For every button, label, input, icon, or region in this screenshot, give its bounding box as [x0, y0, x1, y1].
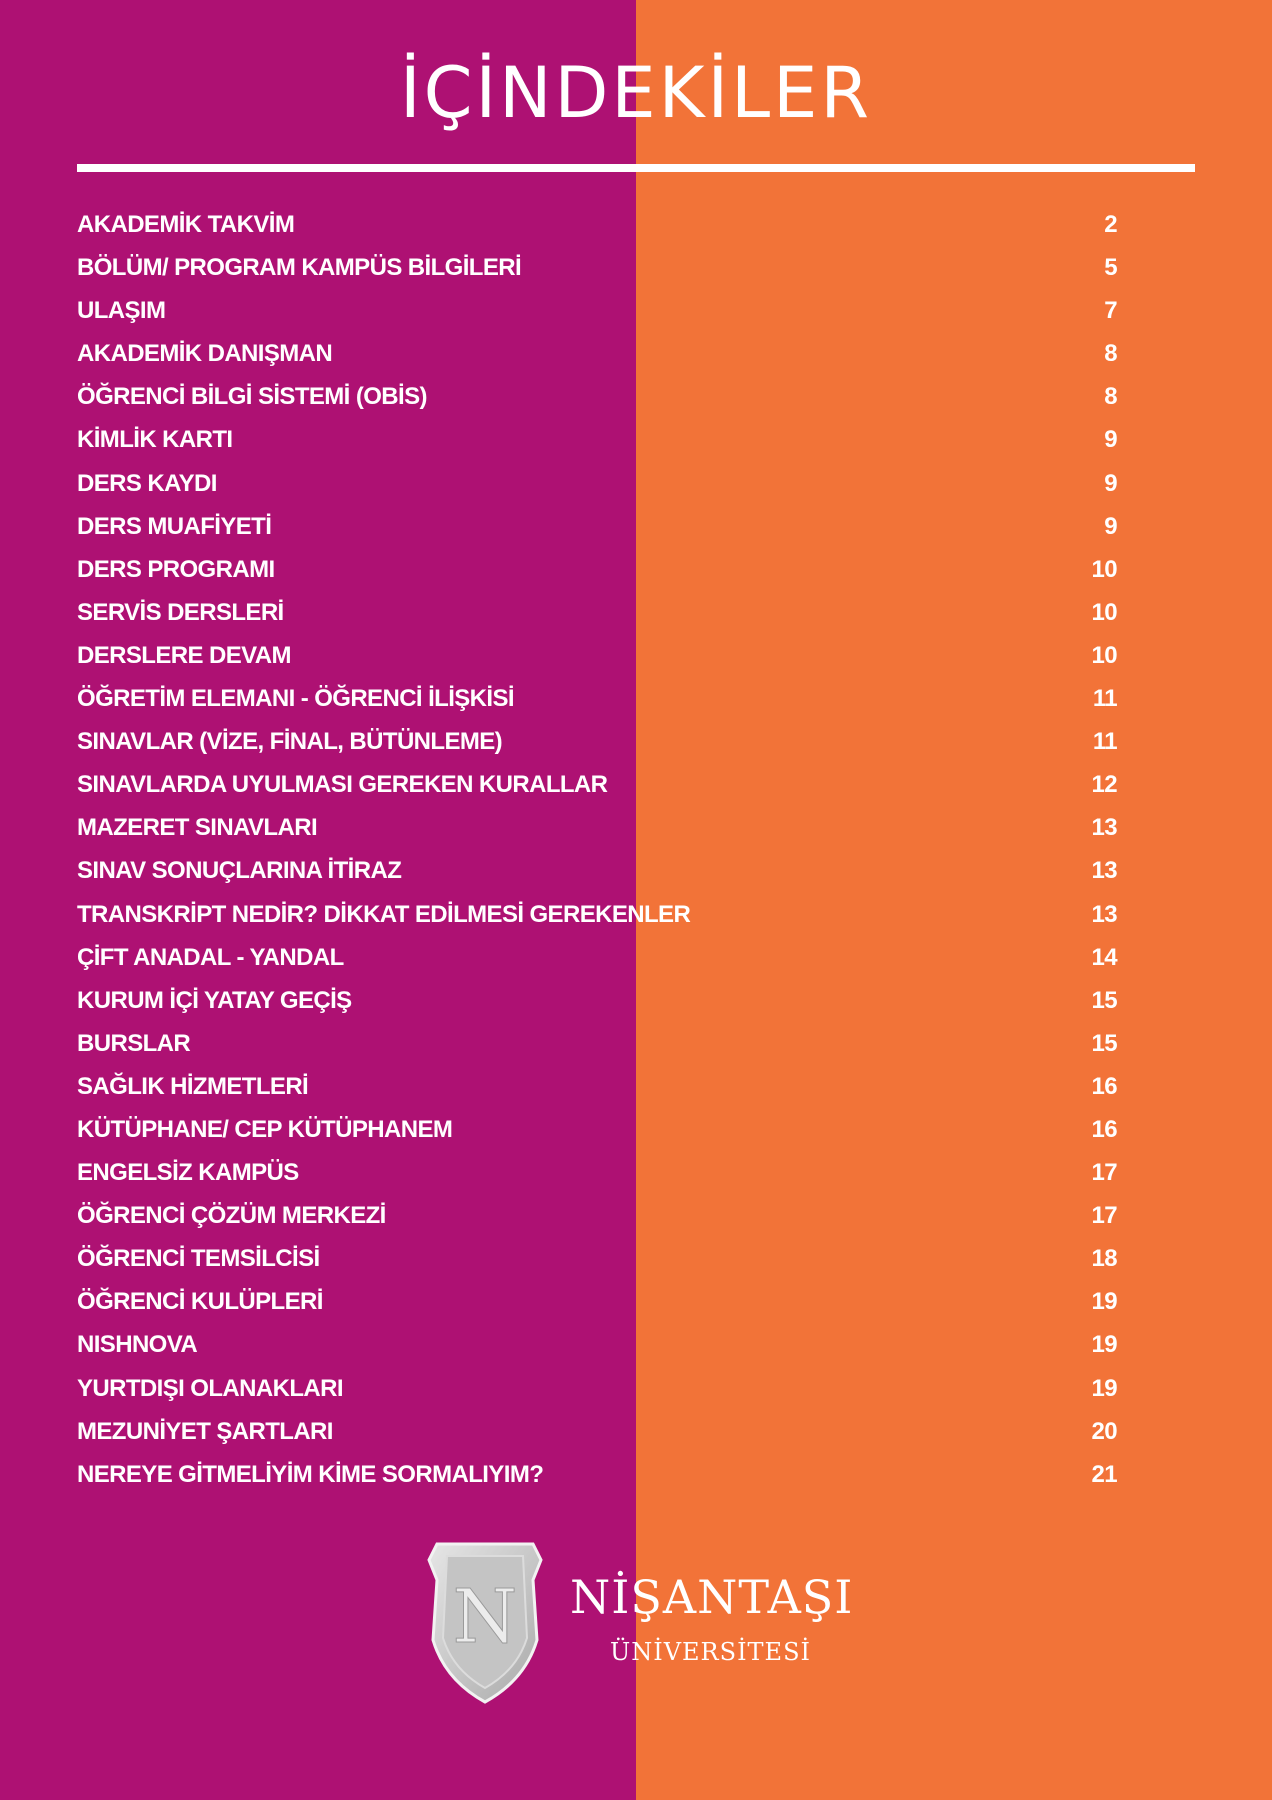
toc-entry-label: ÖĞRENCİ TEMSİLCİSİ	[77, 1245, 320, 1273]
toc-entry-page: 10	[1091, 598, 1117, 626]
toc-entry-page: 18	[1091, 1245, 1117, 1273]
toc-entry[interactable]	[77, 1116, 1117, 1159]
toc-entry[interactable]	[77, 211, 1117, 254]
toc-entry-label: DERS MUAFİYETİ	[77, 512, 272, 540]
toc-entry-label: ULAŞIM	[77, 297, 166, 325]
toc-entry[interactable]	[77, 771, 1117, 814]
toc-entry-page: 13	[1091, 814, 1117, 842]
toc-entry[interactable]	[77, 1418, 1117, 1461]
toc-entry-page: 15	[1091, 986, 1117, 1014]
title-divider	[77, 164, 1195, 172]
toc-entry-label: BURSLAR	[77, 1029, 191, 1057]
toc-entry[interactable]	[77, 1159, 1117, 1202]
toc-entry[interactable]	[77, 814, 1117, 857]
toc-entry-label: DERS PROGRAMI	[77, 555, 275, 583]
toc-entry[interactable]	[77, 383, 1117, 426]
toc-entry-page: 19	[1091, 1288, 1117, 1316]
toc-entry[interactable]	[77, 254, 1117, 297]
toc-entry[interactable]	[77, 857, 1117, 900]
toc-entry-label: ÖĞRENCİ ÇÖZÜM MERKEZİ	[77, 1202, 386, 1230]
toc-entry-page: 13	[1091, 857, 1117, 885]
toc-entry-label: ÖĞRETİM ELEMANI - ÖĞRENCİ İLİŞKİSİ	[77, 685, 514, 713]
toc-entry-label: ÇİFT ANADAL - YANDAL	[77, 943, 344, 971]
toc-entry[interactable]	[77, 1288, 1117, 1331]
toc-entry-page: 15	[1091, 1029, 1117, 1057]
toc-entry-page: 12	[1091, 771, 1117, 799]
toc-entry-page: 19	[1091, 1331, 1117, 1359]
toc-entry-page: 8	[1104, 383, 1117, 411]
toc-entry-page: 20	[1091, 1417, 1117, 1445]
toc-entry[interactable]	[77, 944, 1117, 987]
toc-entry-page: 14	[1091, 943, 1117, 971]
toc-entry-page: 8	[1104, 340, 1117, 368]
toc-entry[interactable]	[77, 340, 1117, 383]
toc-entry-label: NEREYE GİTMELİYİM KİME SORMALIYIM?	[77, 1460, 544, 1488]
toc-entry-label: BÖLÜM/ PROGRAM KAMPÜS BİLGİLERİ	[77, 254, 522, 282]
toc-entry-label: DERS KAYDI	[77, 469, 217, 497]
toc-entry[interactable]	[77, 513, 1117, 556]
toc-entry-page: 17	[1091, 1159, 1117, 1187]
toc-entry[interactable]	[77, 1030, 1117, 1073]
logo-name: NİŞANTAŞI	[570, 1570, 854, 1624]
toc-entry-label: MEZUNİYET ŞARTLARI	[77, 1417, 333, 1445]
toc-entry-label: ENGELSİZ KAMPÜS	[77, 1159, 299, 1187]
toc-entry-label: AKADEMİK DANIŞMAN	[77, 340, 333, 368]
toc-entry[interactable]	[77, 1202, 1117, 1245]
toc-entry-page: 9	[1104, 469, 1117, 497]
toc-entry-page: 2	[1104, 211, 1117, 238]
toc-entry-page: 17	[1091, 1202, 1117, 1230]
toc-entry[interactable]	[77, 426, 1117, 469]
toc-entry[interactable]	[77, 1245, 1117, 1288]
toc-entry[interactable]	[77, 1331, 1117, 1374]
toc-entry-label: KÜTÜPHANE/ CEP KÜTÜPHANEM	[77, 1115, 453, 1143]
toc-entry[interactable]	[77, 685, 1117, 728]
toc-entry-page: 9	[1104, 512, 1117, 540]
toc-entry[interactable]	[77, 599, 1117, 642]
toc-entry-label: AKADEMİK TAKVİM	[77, 211, 295, 238]
toc-entry[interactable]	[77, 642, 1117, 685]
svg-text:N: N	[452, 1574, 518, 1660]
toc-entry-page: 9	[1104, 426, 1117, 454]
page-title: İÇİNDEKİLER	[399, 52, 873, 134]
toc-entry-page: 10	[1091, 555, 1117, 583]
toc-entry-label: YURTDIŞI OLANAKLARI	[77, 1374, 343, 1402]
toc-entry-label: SINAVLAR (VİZE, FİNAL, BÜTÜNLEME)	[77, 728, 503, 756]
toc-entry[interactable]	[77, 1375, 1117, 1418]
toc-entry-page: 16	[1091, 1072, 1117, 1100]
toc-entry-page: 10	[1091, 641, 1117, 669]
toc-entry-page: 19	[1091, 1374, 1117, 1402]
toc-entry-label: TRANSKRİPT NEDİR? DİKKAT EDİLMESİ GEREKENLER	[77, 900, 691, 928]
toc-entry[interactable]	[77, 728, 1117, 771]
toc-entry-page: 16	[1091, 1115, 1117, 1143]
toc-entry[interactable]	[77, 1073, 1117, 1116]
toc-entry-label: KURUM İÇİ YATAY GEÇİŞ	[77, 986, 352, 1014]
toc-entry[interactable]	[77, 987, 1117, 1030]
toc-entry-page: 13	[1091, 900, 1117, 928]
toc-entry-page: 11	[1092, 728, 1117, 756]
table-of-contents	[77, 211, 1117, 1504]
toc-entry-page: 5	[1104, 254, 1117, 282]
toc-entry[interactable]	[77, 1461, 1117, 1504]
toc-entry-label: MAZERET SINAVLARI	[77, 814, 318, 842]
toc-entry-page: 7	[1104, 297, 1117, 325]
toc-entry-label: SERVİS DERSLERİ	[77, 598, 284, 626]
toc-entry[interactable]	[77, 901, 1117, 944]
toc-entry[interactable]	[77, 556, 1117, 599]
university-logo	[425, 1530, 865, 1710]
toc-entry-label: DERSLERE DEVAM	[77, 641, 291, 669]
toc-entry-page: 21	[1091, 1460, 1117, 1488]
toc-entry-label: SAĞLIK HİZMETLERİ	[77, 1072, 309, 1100]
toc-entry-label: ÖĞRENCİ BİLGİ SİSTEMİ (OBİS)	[77, 383, 427, 411]
toc-entry[interactable]	[77, 297, 1117, 340]
toc-entry[interactable]	[77, 470, 1117, 513]
logo-subtitle: ÜNİVERSİTESİ	[610, 1638, 811, 1666]
toc-entry-label: NISHNOVA	[77, 1331, 198, 1359]
toc-entry-page: 11	[1092, 685, 1117, 713]
toc-entry-label: KİMLİK KARTI	[77, 426, 233, 454]
toc-entry-label: ÖĞRENCİ KULÜPLERİ	[77, 1288, 323, 1316]
shield-emblem-icon	[425, 1530, 545, 1710]
toc-entry-label: SINAVLARDA UYULMASI GEREKEN KURALLAR	[77, 771, 608, 799]
toc-entry-label: SINAV SONUÇLARINA İTİRAZ	[77, 857, 402, 885]
